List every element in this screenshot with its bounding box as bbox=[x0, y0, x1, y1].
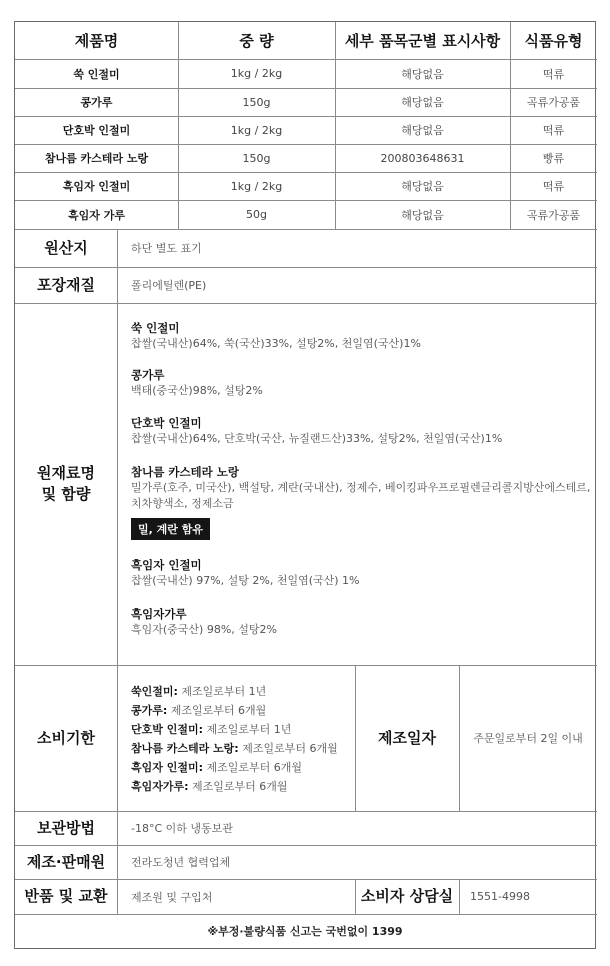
product-detail: 해당없음 bbox=[401, 180, 444, 193]
product-name: 쑥 인절미 bbox=[73, 67, 120, 81]
list-item bbox=[131, 758, 338, 777]
ingredient-title: 쑥 인절미 bbox=[131, 321, 180, 335]
product-detail: 해당없음 bbox=[401, 67, 444, 81]
manufacture-date-value: 주문일로부터 2일 이내 bbox=[473, 732, 583, 745]
consumer-center-phone: 1551-4998 bbox=[470, 890, 530, 903]
returns-value: 제조원 및 구입처 bbox=[131, 890, 213, 904]
product-detail: 해당없음 bbox=[401, 208, 444, 222]
ingredients-label-line2: 및 함량 bbox=[41, 485, 91, 503]
header-food-type: 식품유형 bbox=[524, 32, 583, 50]
product-detail: 해당없음 bbox=[401, 96, 444, 109]
ingredient-body: 찹쌀(국내산)64%, 쑥(국산)33%, 설탕2%, 천일염(국산)1% bbox=[131, 337, 421, 350]
expiry-list bbox=[131, 682, 338, 796]
ingredient-title: 흑임자가루 bbox=[131, 607, 187, 621]
product-name: 흑임자 인절미 bbox=[62, 180, 131, 193]
ingredient-item bbox=[131, 367, 263, 399]
product-weight: 150g bbox=[242, 95, 271, 109]
expiry-value: 제조일로부터 1년 bbox=[206, 723, 292, 736]
product-weight: 50g bbox=[246, 208, 267, 221]
product-name: 콩가루 bbox=[80, 96, 113, 109]
origin-label: 원산지 bbox=[44, 238, 88, 257]
returns-label: 반품 및 교환 bbox=[24, 887, 108, 905]
ingredients-label bbox=[15, 303, 117, 665]
storage-value: -18°C 이하 냉동보관 bbox=[131, 822, 233, 835]
header-weight: 중 량 bbox=[239, 32, 274, 50]
ingredient-title: 콩가루 bbox=[131, 368, 165, 382]
expiry-value: 제조일로부터 6개월 bbox=[170, 704, 267, 717]
manufacture-date-label: 제조일자 bbox=[378, 728, 436, 747]
expiry-product: 참나름 카스테라 노랑: bbox=[131, 742, 239, 755]
product-name: 단호박 인절미 bbox=[62, 124, 131, 137]
ingredient-title: 단호박 인절미 bbox=[131, 416, 202, 430]
ingredient-item bbox=[131, 320, 421, 352]
list-item bbox=[131, 682, 338, 701]
origin-value: 하단 별도 표기 bbox=[131, 242, 202, 255]
ingredient-body: 백태(중국산)98%, 설탕2% bbox=[131, 384, 263, 397]
expiry-product: 흑임자 인절미: bbox=[131, 761, 203, 774]
consumer-center-label: 소비자 상담실 bbox=[360, 887, 454, 905]
product-weight: 1kg / 2kg bbox=[230, 179, 283, 193]
packaging-value: 폴리에틸렌(PE) bbox=[131, 279, 207, 292]
ingredient-item bbox=[131, 557, 360, 589]
product-type: 곡류가공품 bbox=[526, 96, 581, 109]
ingredient-body: 찹쌀(국내산) 97%, 설탕 2%, 천일염(국산) 1% bbox=[131, 574, 360, 587]
header-product: 제품명 bbox=[74, 32, 119, 50]
product-detail: 해당없음 bbox=[401, 124, 444, 137]
product-type: 떡류 bbox=[542, 180, 565, 193]
expiry-value: 제조일로부터 6개월 bbox=[192, 780, 288, 793]
product-name: 흑임자 가루 bbox=[68, 208, 125, 222]
ingredient-body-cont: 치차향색소, 정제소금 bbox=[131, 497, 234, 510]
storage-label: 보관방법 bbox=[37, 818, 95, 837]
expiry-product: 단호박 인절미: bbox=[131, 723, 203, 736]
product-weight: 1kg / 2kg bbox=[230, 123, 283, 137]
expiry-value: 제조일로부터 1년 bbox=[181, 685, 267, 698]
product-detail: 200803648631 bbox=[380, 151, 465, 165]
expiry-product: 콩가루: bbox=[131, 704, 168, 717]
ingredient-item bbox=[131, 606, 277, 638]
seller-label: 제조·판매원 bbox=[26, 852, 106, 871]
ingredient-body: 찹쌀(국내산)64%, 단호박(국산, 뉴질랜드산)33%, 설탕2%, 천일염(국산)1% bbox=[131, 432, 503, 445]
expiry-value: 제조일로부터 6개월 bbox=[242, 742, 338, 755]
report-notice: ※부정·불량식품 신고는 국번없이 1399 bbox=[207, 925, 403, 938]
list-item bbox=[131, 720, 338, 739]
product-name: 참나름 카스테라 노랑 bbox=[44, 152, 149, 165]
expiry-product: 쑥인절미: bbox=[131, 685, 178, 698]
ingredient-body: 흑임자(중국산) 98%, 설탕2% bbox=[131, 623, 277, 636]
list-item bbox=[131, 701, 338, 720]
product-type: 떡류 bbox=[542, 124, 565, 137]
product-type: 떡류 bbox=[542, 67, 565, 81]
list-item bbox=[131, 739, 338, 758]
product-info-sheet bbox=[14, 21, 596, 949]
product-type: 곡류가공품 bbox=[526, 208, 581, 222]
product-type: 빵류 bbox=[542, 152, 565, 165]
ingredient-body: 밀가루(호주, 미국산), 백설탕, 계란(국내산), 정제수, 베이킹파우프로필렌글리콜지방산에스테르, bbox=[131, 481, 591, 494]
expiry-product: 흑임자가루: bbox=[131, 780, 189, 793]
product-weight: 1kg / 2kg bbox=[230, 67, 283, 80]
expiry-value: 제조일로부터 6개월 bbox=[206, 761, 302, 774]
ingredient-item bbox=[131, 464, 590, 540]
packaging-label: 포장재질 bbox=[37, 275, 95, 294]
list-item bbox=[131, 777, 338, 796]
product-weight: 150g bbox=[242, 151, 271, 165]
allergy-badge: 밀, 계란 함유 bbox=[131, 518, 210, 540]
ingredient-title: 참나름 카스테라 노랑 bbox=[131, 465, 239, 479]
ingredient-item bbox=[131, 415, 502, 447]
ingredient-title: 흑임자 인절미 bbox=[131, 558, 202, 572]
header-detail: 세부 품목군별 표시사항 bbox=[344, 32, 501, 50]
ingredients-label-line1: 원재료명 bbox=[37, 464, 95, 482]
expiry-label: 소비기한 bbox=[37, 728, 95, 747]
seller-value: 전라도청년 협력업체 bbox=[131, 856, 231, 869]
